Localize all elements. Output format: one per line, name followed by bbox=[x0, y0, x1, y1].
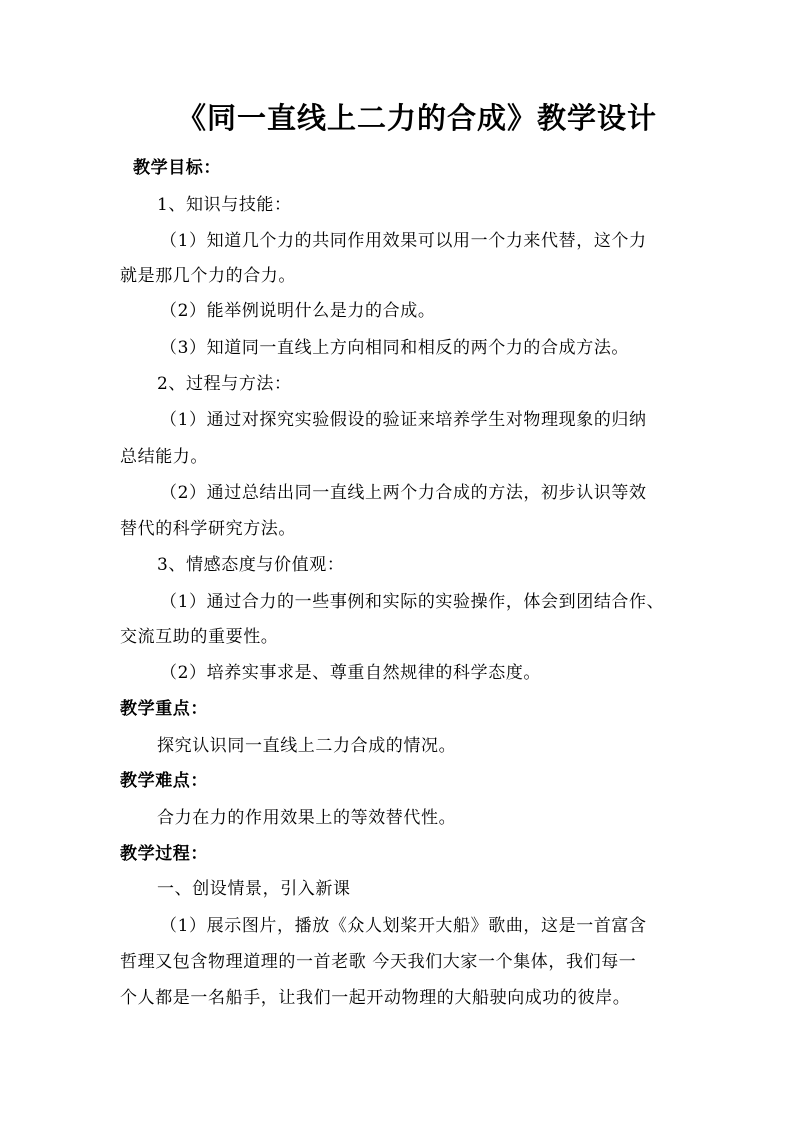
procedure-paragraph-line-3: 个人都是一名船手，让我们一起开动物理的大船驶向成功的彼岸。 bbox=[120, 988, 631, 1008]
key-point-text: 探究认识同一直线上二力合成的情况。 bbox=[157, 736, 457, 756]
difficulty-heading: 教学难点： bbox=[120, 771, 208, 791]
objectives-heading: 教学目标： bbox=[133, 158, 221, 178]
key-point-heading: 教学重点： bbox=[120, 699, 208, 719]
process-item-2-line-1: （2）通过总结出同一直线上两个力合成的方法，初步认识等效 bbox=[160, 483, 647, 503]
emotion-heading: 3、情感态度与价值观： bbox=[157, 555, 345, 575]
knowledge-item-1-line-1: （1）知道几个力的共同作用效果可以用一个力来代替，这个力 bbox=[160, 231, 647, 251]
knowledge-item-1-line-2: 就是那几个力的合力。 bbox=[120, 266, 296, 286]
emotion-item-1-line-1: （1）通过合力的一些事例和实际的实验操作，体会到团结合作、 bbox=[160, 592, 665, 612]
emotion-item-2: （2）培养实事求是、尊重自然规律的科学态度。 bbox=[160, 663, 542, 683]
procedure-heading: 教学过程： bbox=[120, 844, 208, 864]
process-item-1-line-1: （1）通过对探究实验假设的验证来培养学生对物理现象的归纳 bbox=[160, 410, 647, 430]
process-item-1-line-2: 总结能力。 bbox=[120, 447, 208, 467]
difficulty-text: 合力在力的作用效果上的等效替代性。 bbox=[157, 808, 457, 828]
procedure-paragraph-line-1: （1）展示图片，播放《众人划桨开大船》歌曲，这是一首富含 bbox=[160, 916, 647, 936]
procedure-paragraph-line-2: 哲理又包含物理道理的一首老歌 今天我们大家一个集体，我们每一 bbox=[120, 952, 637, 972]
procedure-section-1: 一、创设情景，引入新课 bbox=[157, 879, 351, 899]
process-item-2-line-2: 替代的科学研究方法。 bbox=[120, 519, 296, 539]
knowledge-item-2: （2）能举例说明什么是力的合成。 bbox=[160, 301, 436, 321]
document-title: 《同一直线上二力的合成》教学设计 bbox=[176, 101, 657, 135]
process-heading: 2、过程与方法： bbox=[157, 374, 292, 394]
knowledge-item-3: （3）知道同一直线上方向相同和相反的两个力的合成方法。 bbox=[160, 338, 630, 358]
emotion-item-1-line-2: 交流互助的重要性。 bbox=[120, 627, 279, 647]
knowledge-heading: 1、知识与技能： bbox=[157, 195, 292, 215]
